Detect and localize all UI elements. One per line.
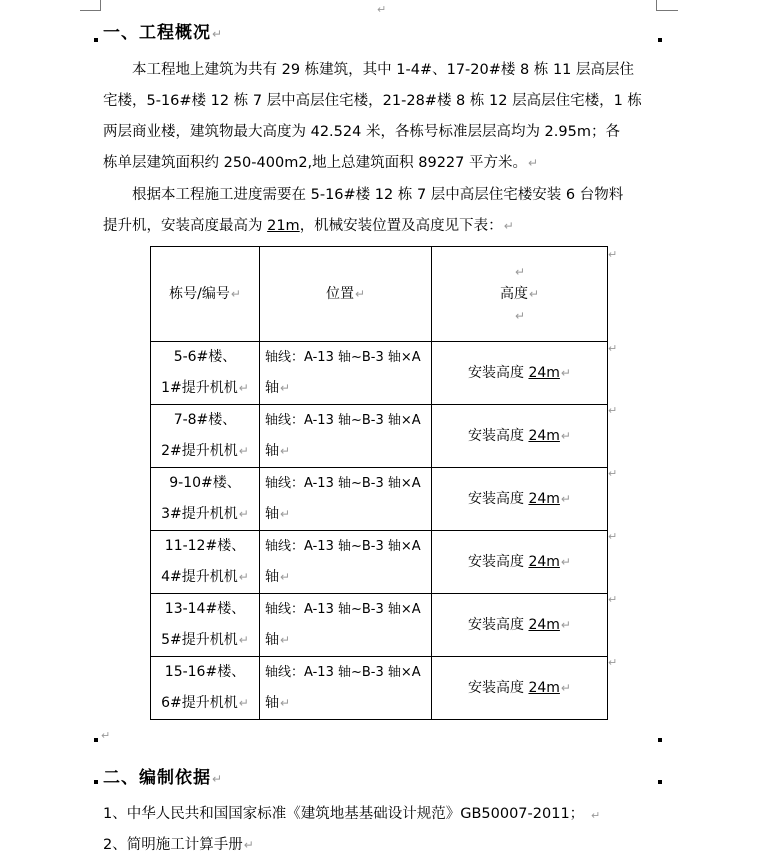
height-cell [432,594,608,657]
height-cell [432,468,608,531]
building-cell [151,405,260,468]
page-corner-mark-top-right-v [656,0,657,11]
cell-mark: ↵ [238,696,249,710]
cell-mark: ↵ [280,507,291,521]
machine-text: 6#提升机机 [161,695,238,711]
position-cell [260,594,432,657]
cell-mark: ↵ [238,633,249,647]
bullet-dot [94,780,98,784]
table-row [151,405,608,468]
cell-mark: ↵ [238,507,249,521]
position-text: 轴线：A-13 轴~B-3 轴×A [265,476,421,491]
height-label: 安装高度 [468,616,529,633]
row-end-mark: ↵ [608,530,618,543]
cell-mark: ↵ [238,570,249,584]
cell-mark: ↵ [514,265,526,279]
position-text: 轴线：A-13 轴~B-3 轴×A [265,413,421,428]
position-text: 轴线：A-13 轴~B-3 轴×A [265,350,421,365]
machine-text-wrap [151,499,259,530]
cell-mark: ↵ [280,444,291,458]
bullet-dot [658,738,662,742]
section-1-title-text: 一、工程概况 [103,23,211,43]
overview-line-text: 栋单层建筑面积约 250-400m2,地上总建筑面积 89227 平方米。 [103,155,527,171]
building-text: 15-16#楼、 [164,664,246,680]
position-text: 轴 [265,506,279,522]
row-end-mark: ↵ [608,248,618,261]
position-text-wrap [265,499,431,530]
height-value: 24m [528,679,560,696]
cell-mark: ↵ [560,365,571,380]
cell-mark: ↵ [560,491,571,506]
table-row [151,342,608,405]
position-cell [260,405,432,468]
machine-text-wrap [151,625,259,656]
height-value: 24m [528,490,560,507]
height-cell [432,531,608,594]
position-text: 轴 [265,443,279,459]
table-row [151,657,608,720]
machine-text: 3#提升机机 [161,506,238,522]
position-text-wrap [265,562,431,593]
machine-text-wrap [151,688,259,719]
building-text: 11-12#楼、 [164,538,246,554]
machine-text-wrap [151,562,259,593]
position-cell [260,342,432,405]
position-text: 轴 [265,569,279,585]
bullet-dot [658,38,662,42]
cell-mark: ↵ [238,444,249,458]
paragraph-mark: ↵ [212,772,224,786]
installation-line [103,211,659,242]
height-label: 安装高度 [468,427,529,444]
header-cell-position [260,247,432,342]
paragraph-mark: ↵ [503,219,514,233]
machine-text-wrap [151,373,259,404]
section-1-title [103,18,223,43]
overview-line: 宅楼，5-16#楼 12 栋 7 层中高层住宅楼，21-28#楼 8 栋 12 层高层住宅楼，1 栋 [103,93,642,109]
position-text: 轴 [265,632,279,648]
bullet-dot [94,738,98,742]
row-end-mark: ↵ [608,593,618,606]
basis-list [103,799,659,861]
machine-text-wrap [151,436,259,467]
position-text: 轴线：A-13 轴~B-3 轴×A [265,539,421,554]
header-text-wrap [432,281,607,307]
page-corner-mark-top-right-h [656,10,678,11]
bullet-dot [658,780,662,784]
section-2-title [103,763,223,788]
position-text: 轴线：A-13 轴~B-3 轴×A [265,602,421,617]
height-label: 安装高度 [468,553,529,570]
header-cell-height [432,247,608,342]
section-2-title-text: 二、编制依据 [103,768,211,788]
table-row [151,531,608,594]
paragraph-mark: ↵ [243,838,254,852]
cell-mark: ↵ [560,428,571,443]
paragraph-mark: ↵ [528,156,539,170]
building-cell [151,531,260,594]
row-end-mark: ↵ [608,342,618,355]
header-text: 栋号/编号 [169,285,230,302]
position-cell [260,468,432,531]
cell-mark: ↵ [560,617,571,632]
height-cell [432,657,608,720]
cell-mark: ↵ [354,286,366,301]
machine-text: 5#提升机机 [161,632,238,648]
cell-mark: ↵ [230,286,241,301]
page-corner-mark-top-left-v [100,0,101,11]
installation-paragraph [103,180,659,242]
cell-mark: ↵ [560,680,571,695]
position-text: 轴 [265,380,279,396]
cell-mark: ↵ [514,309,526,323]
cell-mark: ↵ [528,287,540,301]
height-value: 24m [528,616,560,633]
position-text-wrap [265,373,431,404]
max-height-value: 21m [267,218,300,234]
building-cell [151,594,260,657]
header-text: 高度 [499,286,528,302]
cell-mark: ↵ [560,554,571,569]
table-header-row [151,247,608,342]
height-value: 24m [528,364,560,381]
building-cell [151,657,260,720]
installation-line: 根据本工程施工进度需要在 5-16#楼 12 栋 7 层中高层住宅楼安装 6 台物料 [132,187,624,203]
cell-mark: ↵ [280,381,291,395]
paragraph-mark: ↵ [591,809,601,822]
position-text: 轴线：A-13 轴~B-3 轴×A [265,665,421,680]
building-text: 5-6#楼、 [173,349,237,365]
overview-line [103,148,659,179]
building-text: 13-14#楼、 [164,601,246,617]
header-cell-building [151,247,260,342]
height-cell [432,405,608,468]
machine-text: 4#提升机机 [161,569,238,585]
overview-paragraph [103,55,659,179]
installation-text: ，机械安装位置及高度见下表： [299,218,503,234]
height-value: 24m [528,427,560,444]
bullet-dot [94,38,98,42]
list-item [103,830,659,861]
position-text-wrap [265,688,431,719]
list-item-text: 2、简明施工计算手册 [103,837,243,853]
building-cell [151,468,260,531]
machine-text: 1#提升机机 [161,380,238,396]
position-cell [260,657,432,720]
position-cell [260,531,432,594]
hoist-table [150,246,608,720]
overview-line: 本工程地上建筑为共有 29 栋建筑，其中 1-4#、17-20#楼 8 栋 11 层高层住 [132,62,635,78]
row-end-mark: ↵ [608,656,618,669]
table-row [151,594,608,657]
row-end-mark: ↵ [608,404,618,417]
cell-mark: ↵ [280,696,291,710]
cell-mark: ↵ [280,633,291,647]
list-item: 1、中华人民共和国国家标准《建筑地基基础设计规范》GB50007-2011； [103,806,585,822]
cell-mark: ↵ [238,381,249,395]
installation-text: 提升机，安装高度最高为 [103,218,268,234]
height-label: 安装高度 [468,490,529,507]
building-cell [151,342,260,405]
position-text-wrap [265,625,431,656]
paragraph-mark: ↵ [101,729,111,742]
top-paragraph-mark: ↵ [377,3,387,16]
height-label: 安装高度 [468,364,529,381]
machine-text: 2#提升机机 [161,443,238,459]
height-cell [432,342,608,405]
row-end-mark: ↵ [608,467,618,480]
cell-mark: ↵ [280,570,291,584]
height-value: 24m [528,553,560,570]
paragraph-mark: ↵ [212,27,224,41]
page-corner-mark-top-left-h [80,10,100,11]
position-text: 轴 [265,695,279,711]
position-text-wrap [265,436,431,467]
building-text: 7-8#楼、 [173,412,237,428]
overview-line: 两层商业楼，建筑物最大高度为 42.524 米，各栋号标准层层高均为 2.95m；各 [103,124,620,140]
height-label: 安装高度 [468,679,529,696]
building-text: 9-10#楼、 [169,475,241,491]
header-text: 位置 [325,285,354,302]
table-row [151,468,608,531]
